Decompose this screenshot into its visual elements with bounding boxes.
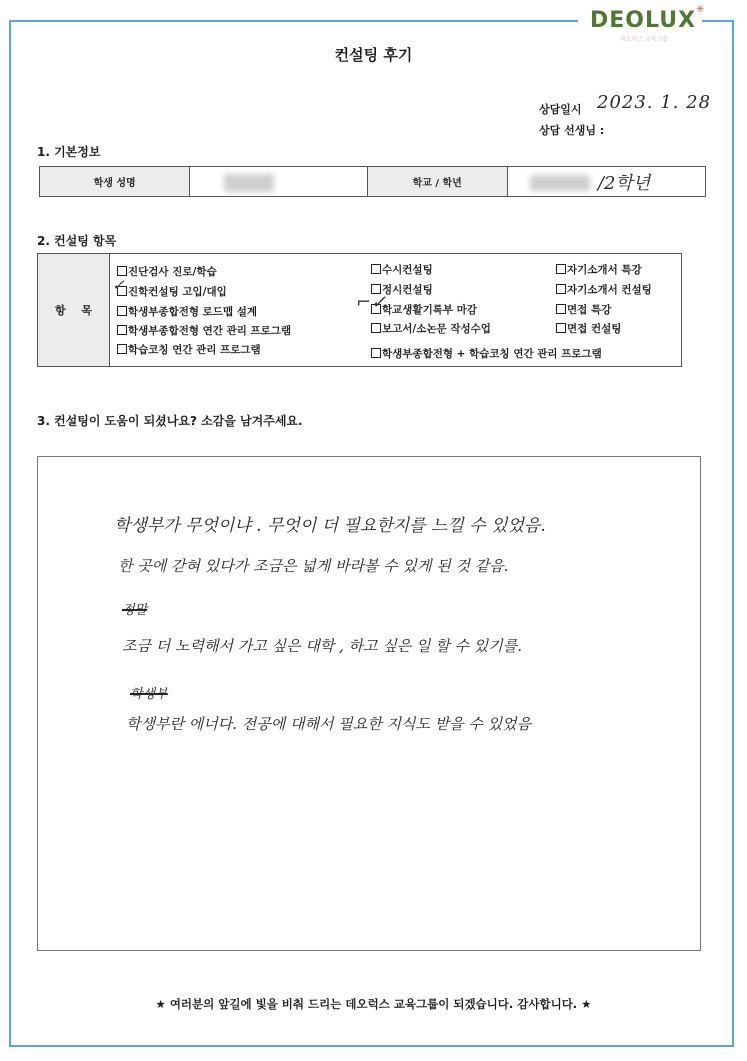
feedback-line-struck: 학생부: [130, 687, 168, 702]
item-diagnosis: 진단검사 진로/학습: [117, 264, 217, 279]
item-record-finish: 학교생활기록부 마감: [371, 302, 477, 317]
item-susi: 수시컨설팅: [371, 262, 433, 277]
consulting-items-table: [37, 253, 682, 367]
feedback-line: 학생부가 무엇이냐 . 무엇이 더 필요한지를 느낄 수 있었음.: [114, 516, 546, 536]
footer-message: ★ 여러분의 앞길에 빛을 비춰 드리는 데오럭스 교육그룹이 되겠습니다. 감사합니다. ★: [155, 997, 592, 1011]
document-title: 컨설팅 후기: [334, 46, 413, 64]
checkmark-icon: ⌐✓: [356, 292, 387, 313]
student-name-label: 학생 성명: [40, 167, 190, 196]
checkmark-icon: ✓: [112, 276, 125, 294]
section1-title: 1. 기본정보: [37, 145, 101, 159]
feedback-line-struck: 정말: [122, 603, 148, 618]
date-value: 2023. 1. 28: [597, 92, 712, 113]
brand-tagline: 데오럭스 교육그룹: [620, 36, 669, 43]
date-label: 상담일시: [539, 103, 582, 116]
item-interview-consulting: 면접 컨설팅: [556, 321, 621, 336]
feedback-line: 조금 더 노력해서 가고 싶은 대학 , 하고 싶은 일 할 수 있기를.: [122, 637, 523, 655]
item-essay-consulting: 자기소개서 컨설팅: [556, 282, 652, 297]
redacted-school: [530, 175, 590, 191]
item-report-class: 보고서/소논문 작성수업: [371, 321, 491, 336]
brand-logo: DEOLUX: [590, 8, 697, 33]
items-row-label: 항 목: [38, 254, 110, 366]
feedback-answer-box: [37, 456, 701, 951]
section2-title: 2. 컨설팅 항목: [37, 234, 117, 248]
item-jeongsi: 정시컨설팅: [371, 282, 433, 297]
school-grade-label: 학교 / 학년: [368, 167, 508, 196]
student-name-value: [190, 167, 367, 196]
feedback-line: 학생부란 에너다. 전공에 대해서 필요한 지식도 받을 수 있었음: [126, 715, 532, 733]
item-essay-lecture: 자기소개서 특강: [556, 262, 642, 277]
school-grade-value: [508, 167, 705, 196]
logo-star-icon: ✳: [696, 4, 705, 15]
teacher-label: 상담 선생님 :: [539, 124, 605, 137]
item-admission-consulting: 진학컨설팅 고입/대입: [117, 284, 227, 299]
feedback-line: 한 곳에 갇혀 있다가 조금은 넓게 바라볼 수 있게 된 것 같음.: [118, 557, 509, 575]
basic-info-table: [39, 166, 706, 197]
item-interview-lecture: 면접 특강: [556, 302, 611, 317]
section3-title: 3. 컨설팅이 도움이 되셨나요? 소감을 남겨주세요.: [37, 414, 303, 428]
item-roadmap: 학생부종합전형 로드맵 설계: [117, 304, 257, 319]
item-annual-coaching: 학습코칭 연간 관리 프로그램: [117, 342, 261, 357]
item-annual-record: 학생부종합전형 연간 관리 프로그램: [117, 323, 291, 338]
redacted-name: [224, 174, 274, 192]
item-combined-program: 학생부종합전형 + 학습코칭 연간 관리 프로그램: [371, 346, 602, 361]
grade-handwritten: /2학년: [597, 173, 651, 194]
